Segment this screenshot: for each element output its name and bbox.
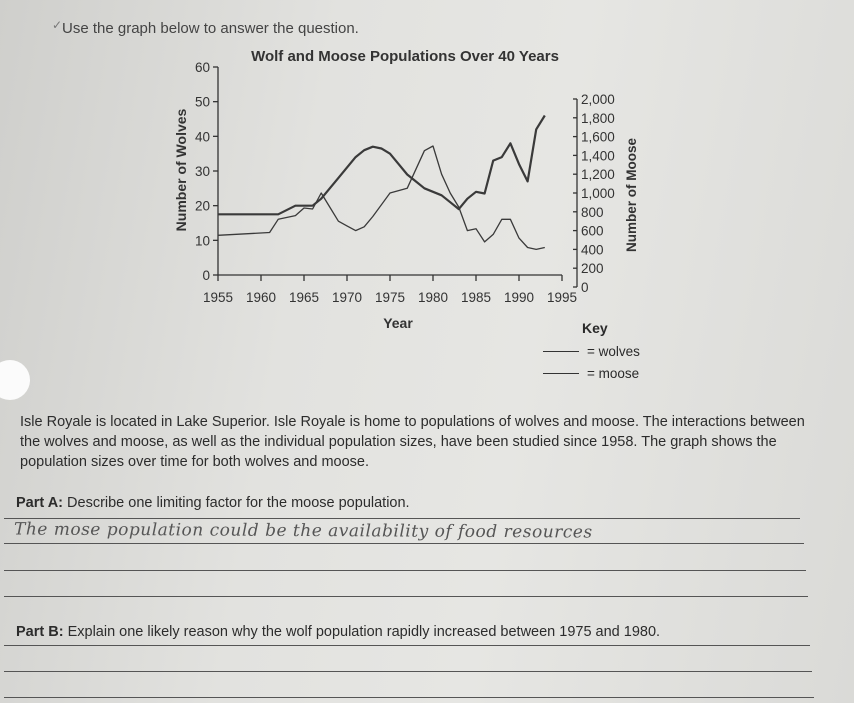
left-tick-label: 50 [194,94,210,110]
right-tick-label: 1,400 [581,148,615,164]
x-tick-label: 1970 [331,290,363,305]
right-tick-label: 1,000 [581,186,615,201]
part-b-text: Explain one likely reason why the wolf population rapidly increased between 1975 and 1980. [67,624,661,640]
legend-label-wolves: = wolves [587,344,640,359]
passage-text: Isle Royale is located in Lake Superior. Isle Royale is home to populations of wolves and moose. The interactions between the wolves and moose, as well as the individual population sizes, have been studied since 1958. The graph shows the population sizes over time for both wolves and moose. [20,414,805,470]
answer-line-b2 [4,671,812,672]
right-tick-label: 800 [581,204,604,220]
part-a-handwritten-answer: The mose population could be the availability of food resources [13,519,593,543]
bullet-mark: ✓. [52,18,66,32]
population-chart [0,0,854,340]
chart-series [218,116,545,250]
x-tick-label: 1995 [546,290,578,305]
series-line-moose [218,146,545,249]
x-tick-label: 1955 [202,290,234,305]
right-tick-label: 1,600 [581,129,615,145]
right-tick-label: 1,800 [581,110,615,126]
answer-line-a1 [4,518,800,519]
left-tick-label: 30 [194,164,210,179]
series-line-wolves [218,116,545,215]
legend-entry-wolves [543,344,640,359]
right-axis-label: Number of Moose [624,137,639,253]
answer-line-a2 [4,543,804,544]
left-tick-label: 20 [194,198,210,214]
x-tick-label: 1980 [417,290,449,305]
x-tick-label: 1965 [288,290,320,305]
chart-title: Wolf and Moose Populations Over 40 Years [251,48,559,65]
answer-line-b3 [4,697,814,698]
legend-swatch-moose [543,373,579,374]
right-tick-label: 200 [581,261,604,277]
left-tick-label: 60 [194,60,210,75]
right-tick-label: 1,200 [581,167,615,183]
answer-line-a4 [4,596,808,597]
part-b-label: Part B: [16,624,64,640]
right-tick-label: 2,000 [581,92,615,107]
left-tick-label: 10 [194,233,210,249]
right-tick-label: 0 [581,280,589,295]
legend-swatch-wolves [543,351,579,352]
legend-title: Key [582,320,608,336]
answer-line-a3 [4,570,806,571]
x-tick-label: 1960 [245,290,277,305]
right-tick-label: 600 [581,223,604,239]
part-a-text: Describe one limiting factor for the moose population. [67,495,410,511]
left-axis-label: Number of Wolves [173,108,189,232]
instruction-text: Use the graph below to answer the question. [62,20,359,37]
chart-axes [218,67,577,287]
binder-hole [0,360,30,400]
right-tick-label: 400 [581,242,604,258]
legend-label-moose: = moose [587,366,640,381]
x-tick-label: 1990 [503,290,535,305]
answer-line-b1 [4,645,810,646]
left-tick-label: 0 [202,268,210,283]
chart-ticks [195,60,615,305]
part-a-label: Part A: [16,495,63,511]
legend-entry-moose [543,366,639,381]
x-tick-label: 1985 [460,290,492,305]
part-a-question [16,495,410,511]
part-b-question [16,624,660,640]
x-tick-label: 1975 [374,290,406,305]
x-axis-label: Year [383,315,413,331]
left-tick-label: 40 [194,129,210,145]
